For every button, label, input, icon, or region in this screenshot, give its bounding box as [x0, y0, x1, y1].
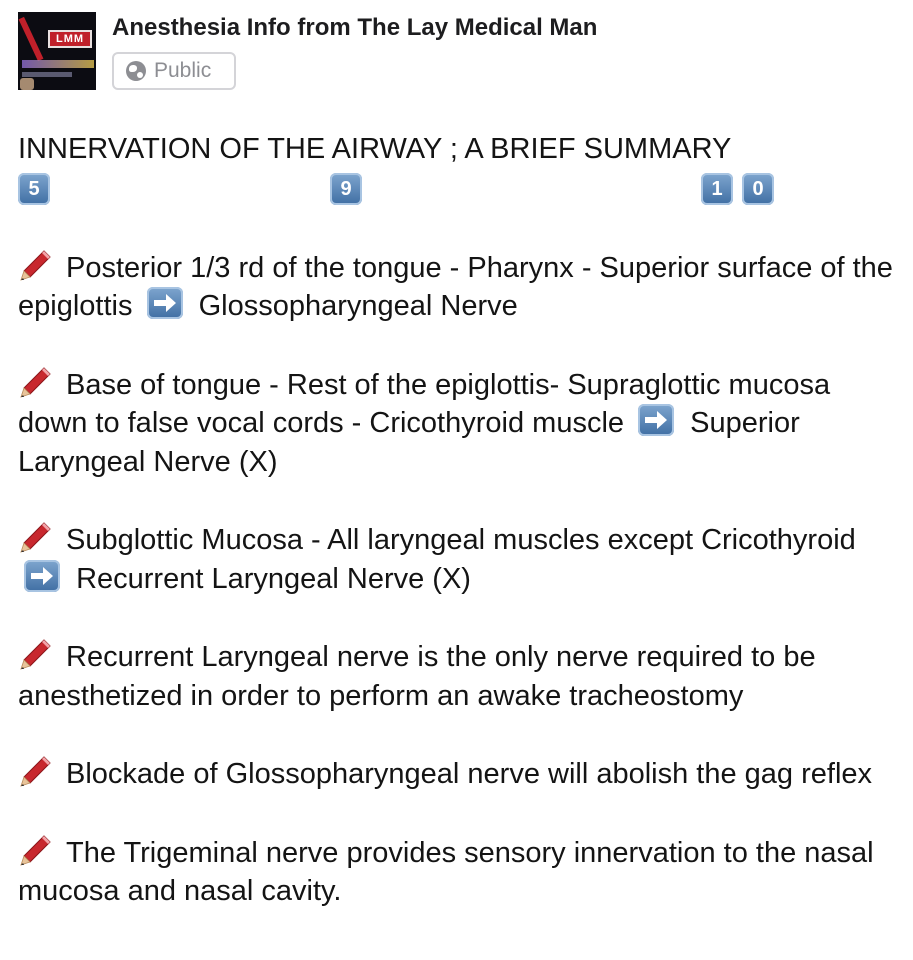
keycap-1-icon: 1 [701, 173, 733, 205]
avatar-face [20, 78, 34, 90]
number-keycap-row [18, 169, 898, 209]
page-name-link[interactable]: Anesthesia Info from The Lay Medical Man [112, 14, 598, 41]
privacy-label: Public [154, 59, 212, 82]
avatar-tagline-secondary [22, 72, 72, 77]
red-pencil-icon [18, 364, 54, 400]
avatar-stripe [19, 17, 44, 61]
paragraph-text: Base of tongue - Rest of the epiglottis- Supraglottic mucosa down to false vocal cords - Cricothyroid muscle [18, 368, 831, 439]
paragraph-text: Posterior 1/3 rd of the tongue - Pharynx - Superior surface of the epiglottis [18, 251, 893, 322]
post-paragraph-4 [18, 636, 898, 715]
right-arrow-keycap-icon [638, 404, 674, 436]
paragraph-result: Recurrent Laryngeal Nerve (X) [76, 562, 471, 595]
post-header [18, 12, 898, 92]
red-pencil-icon [18, 753, 54, 789]
avatar-logo: LMM [48, 30, 92, 48]
post-paragraph-1 [18, 247, 898, 326]
page-avatar[interactable] [18, 12, 96, 90]
paragraph-result: Superior Laryngeal Nerve (X) [18, 407, 800, 478]
right-arrow-keycap-icon [147, 287, 183, 319]
post-paragraph-2 [18, 364, 898, 482]
keycap-0-icon: 0 [742, 173, 774, 205]
paragraph-text: The Trigeminal nerve provides sensory innervation to the nasal mucosa and nasal cavity. [18, 836, 874, 907]
red-pencil-icon [18, 519, 54, 555]
keycap-9-icon: 9 [330, 173, 362, 205]
privacy-badge[interactable] [112, 52, 236, 90]
post-body [18, 130, 898, 911]
right-arrow-keycap-icon [24, 560, 60, 592]
paragraph-text: Subglottic Mucosa - All laryngeal muscles except Cricothyroid [66, 524, 856, 556]
red-pencil-icon [18, 636, 54, 672]
red-pencil-icon [18, 832, 54, 868]
paragraph-text: Recurrent Laryngeal nerve is the only nerve required to be anesthetized in order to perform an awake tracheostomy [18, 641, 816, 712]
paragraph-result: Glossopharyngeal Nerve [198, 290, 518, 322]
keycap-5-icon: 5 [18, 173, 50, 205]
post-title: INNERVATION OF THE AIRWAY ; A BRIEF SUMMARY [18, 133, 732, 165]
post-paragraph-5 [18, 753, 898, 794]
post-paragraph-6 [18, 832, 898, 911]
post-paragraph-3 [18, 519, 898, 598]
red-pencil-icon [18, 247, 54, 283]
globe-icon [126, 61, 146, 81]
avatar-tagline [22, 60, 94, 68]
paragraph-text: Blockade of Glossopharyngeal nerve will abolish the gag reflex [66, 758, 873, 790]
